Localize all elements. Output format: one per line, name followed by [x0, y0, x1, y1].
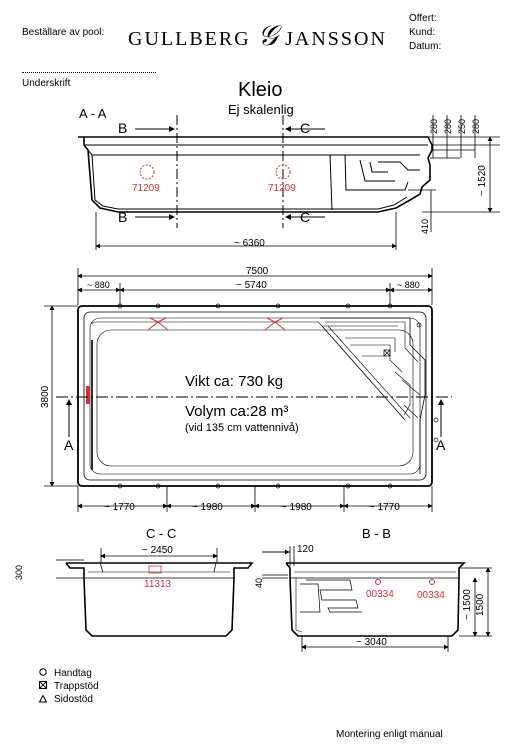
section-aa-label: A - A [79, 106, 107, 121]
legend-handle: Handtag [54, 668, 92, 679]
legend-step-support: Trappstöd [54, 681, 99, 692]
dim-plan-bottom-3: ~ 1980 [281, 502, 312, 513]
marker-right-code: 71209 [268, 183, 296, 194]
section-aa-profile [78, 137, 432, 212]
dim-plan-width: 3800 [40, 385, 51, 408]
dim-plan-mid: ~ 5740 [236, 280, 267, 291]
dim-plan-bottom-1: ~ 1770 [104, 502, 135, 513]
cut-b-top: B [118, 120, 128, 136]
dim-aa-2: 280 [443, 118, 453, 134]
scale-note: Ej skalenlig [228, 102, 294, 117]
legend-side-support: Sidostöd [54, 694, 93, 705]
marker-circle-left [140, 165, 154, 179]
section-bb-label: B - B [362, 526, 391, 541]
dim-plan-bottom-2: ~ 1980 [192, 502, 223, 513]
pool-volume: Volym ca:28 m³ [185, 403, 289, 420]
model-name: Kleio [238, 79, 283, 101]
cut-lines-aa [135, 115, 325, 228]
dim-aa-1: 280 [429, 118, 439, 134]
dim-aa-step: 410 [420, 218, 430, 234]
dim-cc-rim: 300 [14, 564, 24, 580]
cut-a-right: A [436, 437, 446, 453]
dim-aa-3: 250 [457, 118, 467, 134]
section-cc-label: C - C [146, 526, 177, 541]
footer-note: Montering enligt manual [336, 729, 443, 740]
dim-bb-depth-b: 1500 [475, 593, 486, 616]
offer-label: Offert: [409, 13, 437, 24]
bb-marker-code-2: 00334 [417, 590, 445, 601]
plan-inlet-marks [148, 318, 285, 330]
dim-bb-width: ~ 3040 [356, 637, 387, 648]
brand-right: JANSSON [285, 28, 387, 50]
bb-marker-circle-1 [376, 580, 381, 585]
signature-label: Underskrift [22, 78, 71, 89]
dim-plan-bottom-4: ~ 1770 [369, 502, 400, 513]
dim-aa-depth: ~ 1520 [477, 165, 488, 196]
date-label: Datum: [409, 41, 442, 52]
dim-aa-length: ~ 6360 [234, 238, 265, 249]
skimmer-mark [86, 386, 90, 404]
dim-plan-total: 7500 [246, 266, 269, 277]
bb-marker-circle-2 [430, 580, 435, 585]
section-cc-profile [66, 563, 252, 636]
dim-bb-depth-a: ~ 1500 [462, 589, 473, 620]
triangle-icon [40, 696, 47, 703]
brand-left: GULLBERG [128, 28, 251, 50]
customer-label: Kund: [409, 27, 436, 38]
dim-bb-top: 120 [297, 544, 314, 555]
dim-bb-rim: 40 [254, 577, 264, 588]
dim-plan-left: ~ 880 [87, 280, 110, 290]
cut-c-top: C [300, 120, 311, 136]
cut-c-bottom: C [300, 209, 311, 225]
brand-monogram-icon: 𝒢 [257, 21, 278, 52]
cut-a-left: A [64, 437, 74, 453]
dim-cc-width: ~ 2450 [142, 545, 173, 556]
circle-icon [40, 669, 46, 675]
marker-left-code: 71209 [132, 183, 160, 194]
bb-marker-code-1: 00334 [366, 589, 394, 600]
orderer-label: Beställare av pool: [22, 27, 105, 38]
dim-aa-4: 280 [471, 118, 481, 134]
cut-b-bottom: B [118, 209, 128, 225]
cc-marker-code: 11313 [144, 579, 172, 590]
dim-plan-right: ~ 880 [397, 280, 420, 290]
water-level-note: (vid 135 cm vattennivå) [185, 422, 299, 434]
pool-plan-outline [78, 306, 432, 486]
pool-weight: Vikt ca: 730 kg [185, 373, 284, 390]
boxed-x-icon [40, 682, 47, 689]
